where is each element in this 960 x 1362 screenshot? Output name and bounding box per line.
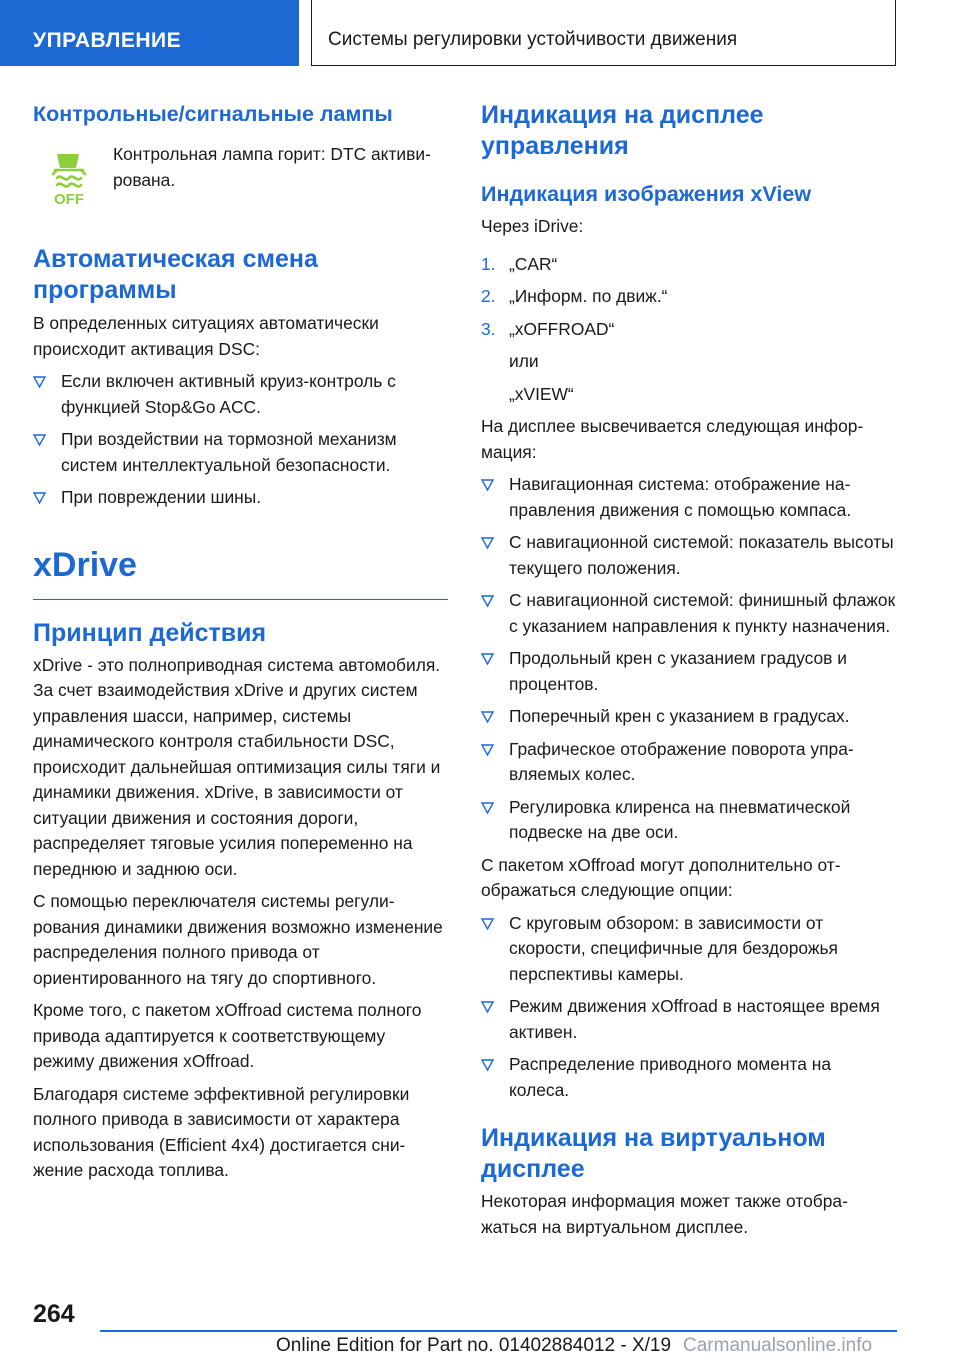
info-list [481, 472, 896, 846]
xview-heading: Индикация изображения xView [481, 182, 812, 206]
list-item: Поперечный крен с указанием в градусах. [481, 704, 896, 730]
bullet-triangle-icon [481, 705, 494, 718]
header-section: УПРАВЛЕНИЕ [0, 0, 299, 66]
bullet-triangle-icon [33, 486, 46, 499]
right-column [481, 100, 896, 1247]
auto-list [33, 369, 448, 511]
bullet-triangle-icon [481, 1053, 494, 1066]
bullet-triangle-icon [481, 995, 494, 1008]
virtual-heading: Индикация на виртуальном дисплее [481, 1124, 826, 1183]
list-item: С навигационной системой: показатель высоты текущего положения. [481, 530, 896, 581]
lamp-row [33, 142, 448, 208]
list-item: Режим движения xOffroad в настоящее время активен. [481, 994, 896, 1045]
bullet-triangle-icon [481, 589, 494, 602]
list-item: Графическое отображение поворота управляемых колес. [481, 737, 896, 788]
alt-step: „xVIEW“ [509, 383, 574, 404]
step-item: 3. „xOFFROAD“ [481, 318, 615, 339]
list-item: При воздействии на тормозной механизм систем интеллектуальной безопасности. [33, 427, 448, 478]
list-item: Если включен активный круиз-контроль с функцией Stop&Go ACC. [33, 369, 448, 420]
bullet-triangle-icon [481, 796, 494, 809]
paragraph: Кроме того, с пакетом xOffroad система полного привода адаптируется к соответствующему режиму движения xOffroad. [33, 1000, 422, 1071]
or-text: или [509, 351, 539, 371]
list-item: С навигационной системой: финишный флажок с указанием направления к пункту назначения. [481, 588, 896, 639]
info-intro: На дисплее высвечивается следующая информация: [481, 416, 864, 462]
footer-edition: Online Edition for Part no. 01402884012 - X/19 [276, 1335, 672, 1356]
heading-rule [33, 599, 448, 600]
paragraph: Благодаря системе эффективной регулировки полного привода в зависимости от характера использования (Efficient 4x4) достигается снижение расхода топлива. [33, 1083, 410, 1180]
dsc-off-icon [45, 148, 93, 208]
offroad-list [481, 911, 896, 1104]
page-number: 264 [33, 1300, 75, 1328]
list-item: При повреждении шины. [33, 485, 448, 511]
header-title: Системы регулировки устойчивости движения [311, 0, 896, 66]
list-item: Навигационная система: отображение направления движения с помощью компаса. [481, 472, 896, 523]
list-item: Продольный крен с указанием градусов и процентов. [481, 646, 896, 697]
step-item: 1. „CAR“ [481, 253, 558, 274]
bullet-triangle-icon [481, 738, 494, 751]
watermark: Carmanualsonline.info [683, 1335, 873, 1356]
bullet-triangle-icon [481, 473, 494, 486]
bullet-triangle-icon [481, 647, 494, 660]
paragraph: xDrive - это полноприводная система автомобиля. За счет взаимодействия xDrive и других систем управления шасси, например, системы динамического контроля стабильности DSC, происходит дальнейшая оптимизация силы тяги и динамики движения. xDrive, в зависимости от ситуации движения и состояния дороги, распределяет тяговые усилия попеременно на переднюю и заднюю оси. [33, 654, 441, 879]
lamps-heading: Контрольные/сигнальные лампы [33, 102, 393, 126]
display-heading: Индикация на дисплее управления [481, 101, 764, 160]
steps-list [481, 252, 896, 343]
lamp-text: Контрольная лампа горит: DTC активирована. [113, 144, 431, 190]
footer-rule [100, 1330, 897, 1332]
bullet-triangle-icon [33, 428, 46, 441]
lamp-icon-label: OFF [54, 191, 84, 208]
bullet-triangle-icon [33, 370, 46, 383]
auto-intro: В определенных ситуациях автоматически происходит активация DSC: [33, 313, 379, 359]
left-column [33, 100, 448, 1191]
xdrive-heading: xDrive [33, 545, 137, 584]
bullet-triangle-icon [481, 531, 494, 544]
via-text: Через iDrive: [481, 216, 584, 236]
list-item: Распределение приводного момента на колеса. [481, 1052, 896, 1103]
virtual-text: Некоторая информация может также отображаться на виртуальном дисплее. [481, 1191, 848, 1237]
paragraph: С помощью переключателя системы регулирования динамики движения возможно изменение распределения полного привода от ориентированного на тягу до спортивного. [33, 891, 443, 988]
list-item: Регулировка клиренса на пневматической подвеске на две оси. [481, 795, 896, 846]
auto-heading: Автоматическая смена программы [33, 245, 318, 304]
principle-heading: Принцип действия [33, 618, 267, 647]
offroad-intro: С пакетом xOffroad могут дополнительно отображаться следующие опции: [481, 854, 841, 900]
list-item: С круговым обзором: в зависимости от скорости, специфичные для бездорожья перспективы камеры. [481, 911, 896, 988]
bullet-triangle-icon [481, 912, 494, 925]
step-item: 2. „Информ. по движ.“ [481, 286, 668, 306]
